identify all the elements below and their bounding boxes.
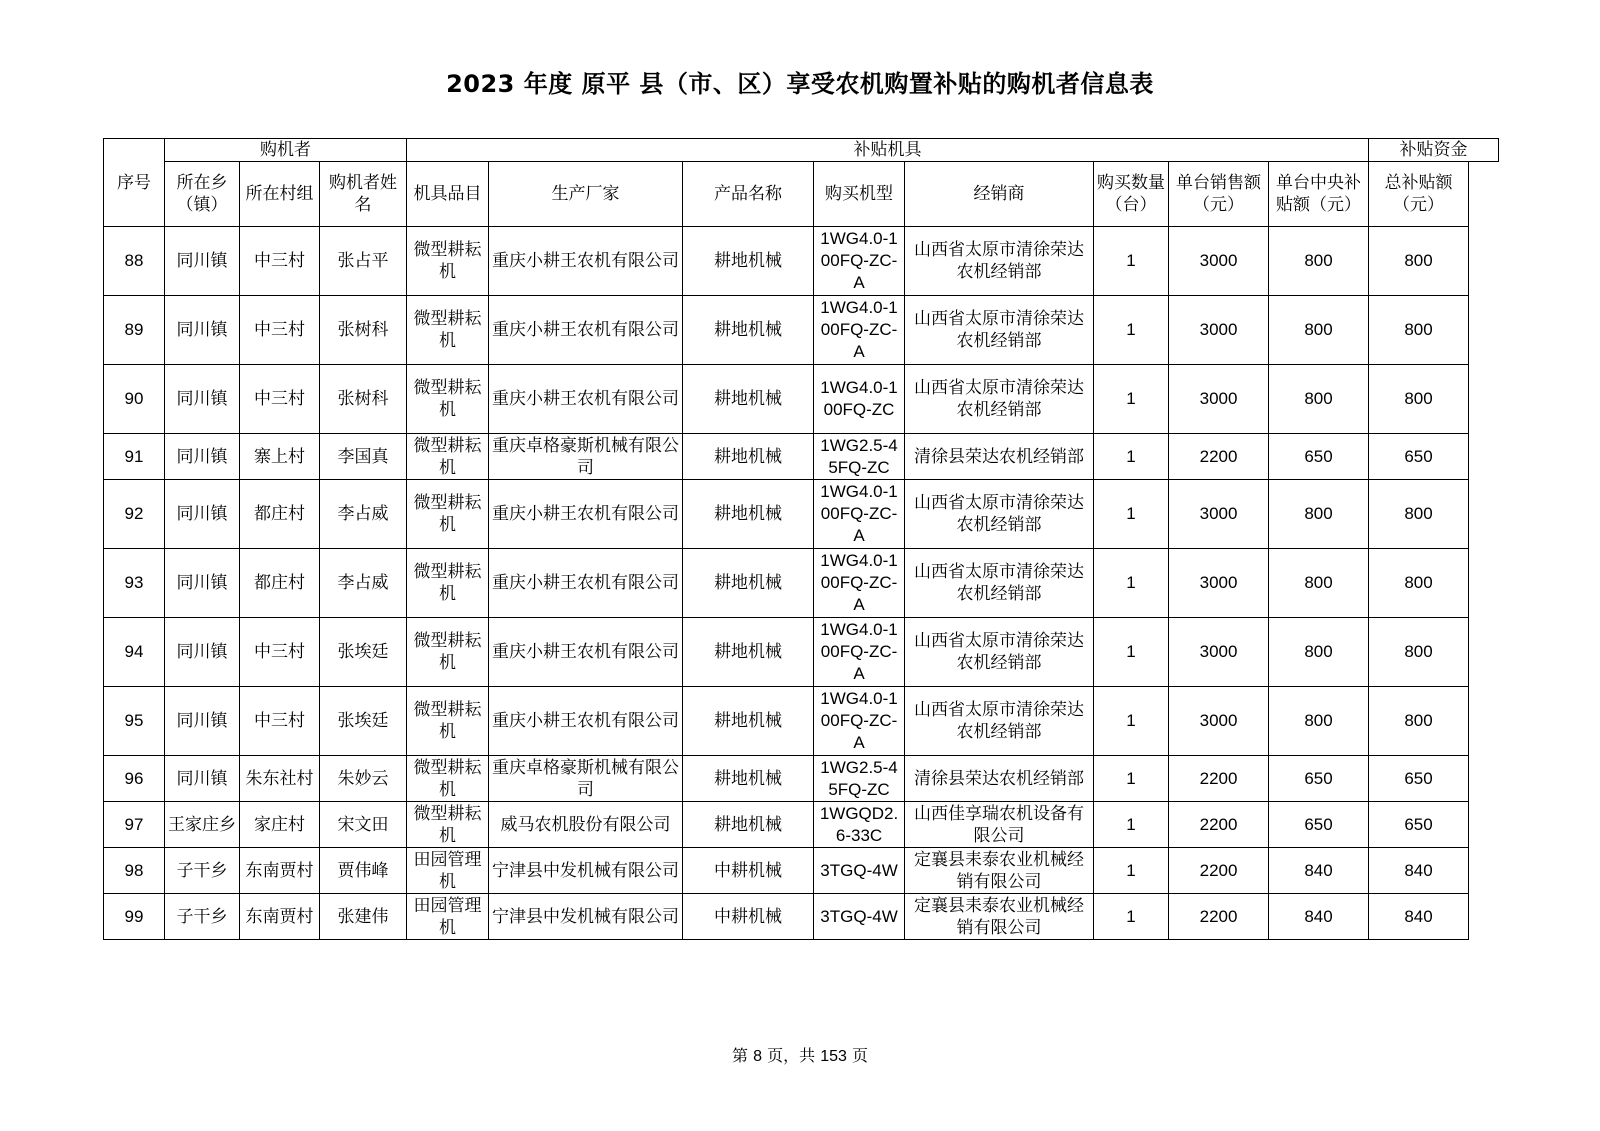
- table-row: [104, 848, 1499, 894]
- header-town: 所在乡（镇）: [165, 162, 240, 227]
- cell-price: 3000: [1169, 687, 1269, 756]
- cell-quantity: 1: [1094, 802, 1169, 848]
- cell-seq: 98: [104, 848, 165, 894]
- cell-seq: 94: [104, 618, 165, 687]
- cell-name: 张树科: [320, 296, 407, 365]
- cell-village: 朱东社村: [240, 756, 320, 802]
- cell-central-subsidy: 650: [1269, 434, 1369, 480]
- cell-manufacturer: 重庆小耕王农机有限公司: [489, 296, 683, 365]
- header-group-fund: 补贴资金: [1369, 139, 1499, 162]
- cell-dealer: 山西省太原市清徐荣达农机经销部: [905, 227, 1094, 296]
- cell-category: 微型耕耘机: [407, 549, 489, 618]
- table-row: [104, 549, 1499, 618]
- cell-central-subsidy: 800: [1269, 618, 1369, 687]
- cell-name: 宋文田: [320, 802, 407, 848]
- footer-suffix: 页: [852, 1046, 869, 1065]
- table-row: [104, 365, 1499, 434]
- cell-central-subsidy: 800: [1269, 227, 1369, 296]
- cell-quantity: 1: [1094, 365, 1169, 434]
- cell-quantity: 1: [1094, 687, 1169, 756]
- cell-seq: 93: [104, 549, 165, 618]
- cell-category: 微型耕耘机: [407, 687, 489, 756]
- cell-model: 1WGQD2.6-33C: [814, 802, 905, 848]
- cell-quantity: 1: [1094, 227, 1169, 296]
- buyer-info-table: [103, 138, 1499, 940]
- cell-name: 张建伟: [320, 894, 407, 940]
- cell-town: 同川镇: [165, 618, 240, 687]
- table-body: [104, 227, 1499, 940]
- cell-product: 耕地机械: [683, 802, 814, 848]
- cell-quantity: 1: [1094, 848, 1169, 894]
- cell-manufacturer: 重庆小耕王农机有限公司: [489, 365, 683, 434]
- cell-model: 1WG4.0-100FQ-ZC: [814, 365, 905, 434]
- cell-name: 李国真: [320, 434, 407, 480]
- cell-manufacturer: 重庆卓格豪斯机械有限公司: [489, 756, 683, 802]
- footer-middle: 页，共: [767, 1046, 816, 1065]
- cell-manufacturer: 重庆小耕王农机有限公司: [489, 480, 683, 549]
- cell-manufacturer: 威马农机股份有限公司: [489, 802, 683, 848]
- header-central-subsidy: 单台中央补贴额（元）: [1269, 162, 1369, 227]
- cell-total-subsidy: 840: [1369, 848, 1469, 894]
- cell-total-subsidy: 800: [1369, 227, 1469, 296]
- cell-town: 同川镇: [165, 296, 240, 365]
- cell-central-subsidy: 800: [1269, 296, 1369, 365]
- cell-village: 都庄村: [240, 549, 320, 618]
- cell-name: 李占威: [320, 549, 407, 618]
- header-group-row: [104, 139, 1499, 162]
- cell-central-subsidy: 840: [1269, 848, 1369, 894]
- cell-model: 1WG4.0-100FQ-ZC-A: [814, 687, 905, 756]
- cell-central-subsidy: 650: [1269, 802, 1369, 848]
- cell-price: 3000: [1169, 227, 1269, 296]
- cell-product: 耕地机械: [683, 296, 814, 365]
- cell-village: 中三村: [240, 618, 320, 687]
- cell-dealer: 山西省太原市清徐荣达农机经销部: [905, 365, 1094, 434]
- cell-total-subsidy: 800: [1369, 296, 1469, 365]
- cell-dealer: 山西省太原市清徐荣达农机经销部: [905, 296, 1094, 365]
- cell-quantity: 1: [1094, 296, 1169, 365]
- cell-model: 1WG4.0-100FQ-ZC-A: [814, 480, 905, 549]
- header-category: 机具品目: [407, 162, 489, 227]
- cell-category: 田园管理机: [407, 848, 489, 894]
- cell-model: 1WG4.0-100FQ-ZC-A: [814, 549, 905, 618]
- table-row: [104, 480, 1499, 549]
- cell-name: 张树科: [320, 365, 407, 434]
- cell-central-subsidy: 800: [1269, 687, 1369, 756]
- cell-village: 家庄村: [240, 802, 320, 848]
- cell-dealer: 山西省太原市清徐荣达农机经销部: [905, 618, 1094, 687]
- cell-manufacturer: 重庆小耕王农机有限公司: [489, 227, 683, 296]
- cell-category: 微型耕耘机: [407, 296, 489, 365]
- cell-dealer: 清徐县荣达农机经销部: [905, 434, 1094, 480]
- cell-model: 3TGQ-4W: [814, 848, 905, 894]
- table-row: [104, 687, 1499, 756]
- table-row: [104, 756, 1499, 802]
- cell-dealer: 山西佳享瑞农机设备有限公司: [905, 802, 1094, 848]
- cell-dealer: 定襄县耒泰农业机械经销有限公司: [905, 894, 1094, 940]
- cell-product: 耕地机械: [683, 434, 814, 480]
- cell-central-subsidy: 800: [1269, 365, 1369, 434]
- footer-prefix: 第: [731, 1046, 748, 1065]
- cell-village: 寨上村: [240, 434, 320, 480]
- cell-product: 耕地机械: [683, 756, 814, 802]
- cell-price: 2200: [1169, 756, 1269, 802]
- cell-central-subsidy: 650: [1269, 756, 1369, 802]
- cell-model: 1WG4.0-100FQ-ZC-A: [814, 227, 905, 296]
- cell-total-subsidy: 650: [1369, 802, 1469, 848]
- cell-total-subsidy: 800: [1369, 618, 1469, 687]
- cell-product: 中耕机械: [683, 894, 814, 940]
- cell-category: 微型耕耘机: [407, 227, 489, 296]
- cell-town: 同川镇: [165, 480, 240, 549]
- cell-central-subsidy: 800: [1269, 480, 1369, 549]
- cell-dealer: 山西省太原市清徐荣达农机经销部: [905, 480, 1094, 549]
- cell-category: 微型耕耘机: [407, 480, 489, 549]
- cell-category: 田园管理机: [407, 894, 489, 940]
- table-row: [104, 227, 1499, 296]
- header-model: 购买机型: [814, 162, 905, 227]
- cell-town: 同川镇: [165, 687, 240, 756]
- table-row: [104, 802, 1499, 848]
- table-row: [104, 434, 1499, 480]
- cell-town: 子干乡: [165, 848, 240, 894]
- cell-total-subsidy: 800: [1369, 687, 1469, 756]
- header-seq: 序号: [104, 139, 165, 227]
- cell-town: 同川镇: [165, 434, 240, 480]
- cell-total-subsidy: 650: [1369, 434, 1469, 480]
- cell-seq: 90: [104, 365, 165, 434]
- cell-name: 贾伟峰: [320, 848, 407, 894]
- cell-village: 东南贾村: [240, 848, 320, 894]
- cell-manufacturer: 宁津县中发机械有限公司: [489, 848, 683, 894]
- cell-category: 微型耕耘机: [407, 618, 489, 687]
- cell-price: 2200: [1169, 848, 1269, 894]
- cell-village: 中三村: [240, 365, 320, 434]
- cell-category: 微型耕耘机: [407, 365, 489, 434]
- cell-model: 1WG4.0-100FQ-ZC-A: [814, 618, 905, 687]
- cell-seq: 89: [104, 296, 165, 365]
- cell-product: 耕地机械: [683, 480, 814, 549]
- header-quantity: 购买数量（台）: [1094, 162, 1169, 227]
- cell-model: 3TGQ-4W: [814, 894, 905, 940]
- cell-category: 微型耕耘机: [407, 802, 489, 848]
- cell-manufacturer: 重庆小耕王农机有限公司: [489, 549, 683, 618]
- cell-price: 3000: [1169, 549, 1269, 618]
- cell-model: 1WG2.5-45FQ-ZC: [814, 756, 905, 802]
- cell-product: 中耕机械: [683, 848, 814, 894]
- cell-central-subsidy: 800: [1269, 549, 1369, 618]
- cell-price: 3000: [1169, 480, 1269, 549]
- cell-price: 3000: [1169, 296, 1269, 365]
- cell-seq: 91: [104, 434, 165, 480]
- header-group-buyer: 购机者: [165, 139, 407, 162]
- cell-seq: 96: [104, 756, 165, 802]
- cell-name: 张埃廷: [320, 618, 407, 687]
- table-row: [104, 296, 1499, 365]
- cell-price: 2200: [1169, 894, 1269, 940]
- cell-village: 都庄村: [240, 480, 320, 549]
- footer-page-number: 8: [753, 1048, 762, 1065]
- header-row: [104, 162, 1499, 227]
- cell-name: 张埃廷: [320, 687, 407, 756]
- cell-price: 3000: [1169, 618, 1269, 687]
- cell-model: 1WG2.5-45FQ-ZC: [814, 434, 905, 480]
- cell-seq: 99: [104, 894, 165, 940]
- cell-village: 中三村: [240, 687, 320, 756]
- cell-seq: 92: [104, 480, 165, 549]
- cell-quantity: 1: [1094, 549, 1169, 618]
- cell-seq: 97: [104, 802, 165, 848]
- cell-town: 同川镇: [165, 756, 240, 802]
- footer-total-pages: 153: [820, 1048, 847, 1065]
- cell-category: 微型耕耘机: [407, 434, 489, 480]
- cell-village: 中三村: [240, 227, 320, 296]
- cell-seq: 88: [104, 227, 165, 296]
- header-dealer: 经销商: [905, 162, 1094, 227]
- cell-dealer: 清徐县荣达农机经销部: [905, 756, 1094, 802]
- cell-quantity: 1: [1094, 756, 1169, 802]
- cell-model: 1WG4.0-100FQ-ZC-A: [814, 296, 905, 365]
- cell-total-subsidy: 800: [1369, 480, 1469, 549]
- cell-name: 朱妙云: [320, 756, 407, 802]
- header-total-subsidy: 总补贴额（元）: [1369, 162, 1469, 227]
- cell-village: 东南贾村: [240, 894, 320, 940]
- cell-quantity: 1: [1094, 894, 1169, 940]
- header-product: 产品名称: [683, 162, 814, 227]
- cell-manufacturer: 宁津县中发机械有限公司: [489, 894, 683, 940]
- page-footer: [0, 1043, 1600, 1066]
- table-row: [104, 894, 1499, 940]
- cell-dealer: 山西省太原市清徐荣达农机经销部: [905, 687, 1094, 756]
- cell-town: 同川镇: [165, 365, 240, 434]
- cell-dealer: 定襄县耒泰农业机械经销有限公司: [905, 848, 1094, 894]
- cell-product: 耕地机械: [683, 687, 814, 756]
- cell-name: 张占平: [320, 227, 407, 296]
- cell-total-subsidy: 800: [1369, 365, 1469, 434]
- cell-total-subsidy: 650: [1369, 756, 1469, 802]
- cell-product: 耕地机械: [683, 618, 814, 687]
- header-village: 所在村组: [240, 162, 320, 227]
- cell-product: 耕地机械: [683, 227, 814, 296]
- cell-quantity: 1: [1094, 480, 1169, 549]
- cell-category: 微型耕耘机: [407, 756, 489, 802]
- cell-manufacturer: 重庆小耕王农机有限公司: [489, 618, 683, 687]
- cell-central-subsidy: 840: [1269, 894, 1369, 940]
- table-row: [104, 618, 1499, 687]
- cell-town: 同川镇: [165, 549, 240, 618]
- cell-town: 子干乡: [165, 894, 240, 940]
- cell-quantity: 1: [1094, 434, 1169, 480]
- cell-price: 2200: [1169, 434, 1269, 480]
- header-manufacturer: 生产厂家: [489, 162, 683, 227]
- cell-manufacturer: 重庆小耕王农机有限公司: [489, 687, 683, 756]
- cell-total-subsidy: 840: [1369, 894, 1469, 940]
- cell-quantity: 1: [1094, 618, 1169, 687]
- header-price: 单台销售额（元）: [1169, 162, 1269, 227]
- header-group-machine: 补贴机具: [407, 139, 1369, 162]
- cell-total-subsidy: 800: [1369, 549, 1469, 618]
- header-name: 购机者姓名: [320, 162, 407, 227]
- cell-seq: 95: [104, 687, 165, 756]
- cell-price: 2200: [1169, 802, 1269, 848]
- cell-dealer: 山西省太原市清徐荣达农机经销部: [905, 549, 1094, 618]
- cell-village: 中三村: [240, 296, 320, 365]
- cell-town: 同川镇: [165, 227, 240, 296]
- cell-manufacturer: 重庆卓格豪斯机械有限公司: [489, 434, 683, 480]
- cell-name: 李占威: [320, 480, 407, 549]
- cell-town: 王家庄乡: [165, 802, 240, 848]
- cell-price: 3000: [1169, 365, 1269, 434]
- page-title: 2023 年度 原平 县（市、区）享受农机购置补贴的购机者信息表: [446, 70, 1154, 98]
- cell-product: 耕地机械: [683, 549, 814, 618]
- cell-product: 耕地机械: [683, 365, 814, 434]
